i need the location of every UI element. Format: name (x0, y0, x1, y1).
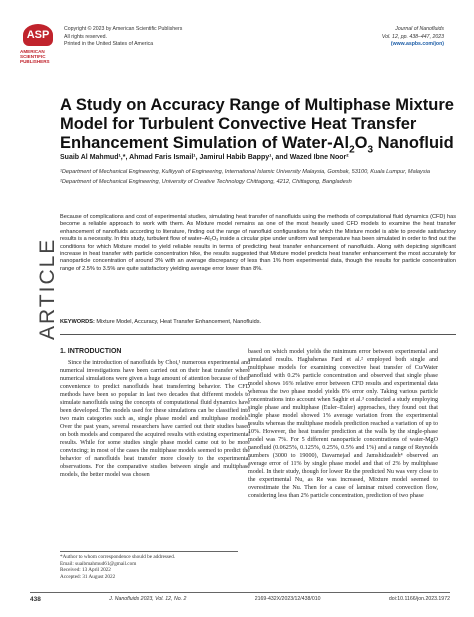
right-column (248, 348, 438, 500)
author-list: Suaib Al Mahmud¹,*, Ahmad Faris Ismail¹, Jamirul Habib Bappy¹, and Wazed Ibne Noor² (60, 154, 349, 161)
journal-citation: J. Nanofluids 2023, Vol. 12, No. 2 (109, 596, 187, 602)
asp-logo-mark: ASP (23, 24, 53, 46)
keywords-list: Mixture Model, Accuracy, Heat Transfer Enhancement, Nanofluids. (94, 319, 262, 325)
journal-website-link[interactable]: (www.aspbs.com/jon) (390, 41, 444, 48)
abstract: Because of complications and cost of experimental studies, simulating heat transfer of nanofluids using the methods of computational fluid dynamics (CFD) has become a reliable approach to work with them. As Mixture model remains as one of the most heavily used CFD models to examine the heat transfer enhancement of nanofluids according to literature, finding out the range of nanofluid configurations for which the Mixture model is able to provide satisfactory results is a necessity. In this study, turbulent flow of water–Al₂O₃ inside a circular pipe under uniform wall temperature has been simulated in order to find out the conditions for which Mixture model to yield reliable results in terms of predicting heat transfer enhancement of nanofluids. Along with depicting significant increase in heat transfer with particle concentration hike, the results suggested that Mixture model predicts heat transfer enhancement the most accurately for nanoparticle concentration of around 3% with an average discrepancy of less than 1% from experimental data, though the results for particle concentration range of 2.5% to 3.5% are quite satisfactory yielding average error lower than 8%. (60, 214, 456, 272)
journal-info: Journal of Nanofluids Vol. 12, pp. 438–447, 2023 (www.aspbs.com/jon) (381, 26, 444, 48)
left-column (60, 348, 250, 479)
affiliation-2: ²Department of Mechanical Engineering, University of Creative Technology Chittagong, 4212, Chittagong, Bangladesh (60, 179, 352, 185)
keywords (60, 319, 456, 325)
publisher-logo (20, 24, 60, 65)
section-heading: 1. INTRODUCTION (60, 348, 122, 355)
copyright-notice: Copyright © 2023 by American Scientific Publishers All rights reserved. Printed in the United States of America (64, 26, 183, 48)
keywords-label: KEYWORDS: (60, 319, 95, 325)
page-number: 438 (30, 596, 41, 603)
issn: 2169-432X/2023/12/438/010 (254, 596, 321, 602)
intro-paragraph-right: based on which model yields the minimum error between experimental and simulated results. Haghshenas Fard et al.² employed both single and multiphase models for examining convective heat transfer of Cu/Water nanofluid with 0.2% particle concentration and observed that single phase model shows 16% relative error between CFD results and experimental data whereas the two phase model yields 8% error only. Taking various particle concentrations into account when Saghir et al.³ conducted a study employing single phase and multiphase (Euler–Euler) approaches, they found out that single phase model showed 1% average variation from the experimental results whereas the multiphase models prediction reached a variation of up to 10%. However, the heat transfer prediction at the walls by the single-phase model was 7%. For 5 different nanoparticle concentrations of water-MgO nanofluid (0.0625%, 0.125%, 0.25%, 0.5% and 1%) and a range of Reynolds numbers (3000 to 19000), Davarnejad and Jamshidzadeh⁴ observed an average error of 11% by single phase model and that of 2% by multiphase model. In their study, though for lower Re the predicted Nu was very close to the experimental Nu, as Re was increased, Mixture model seemed to overestimate the Nu. Then for a case of laminar mixed convection flow, considering less than 2% particle concentration, prediction of two phase (248, 349, 438, 499)
doi[interactable]: doi:10.1166/jon.2023.1972 (388, 596, 450, 602)
page-footer (30, 592, 450, 603)
header-left (20, 24, 182, 65)
affiliation-1: ¹Department of Mechanical Engineering, Kulliyyah of Engineering, International Islamic University Malaysia, Gombak, 53100, Kuala Lumpur, Malaysia (60, 169, 430, 175)
intro-paragraph-left: Since the introduction of nanofluids by Choi,¹ numerous experimental and numerical investigations have been carried out on their heat transfer where numerical simulations were given a huge amount of attention because of their convenience to predict nanofluids heat transferring behavior. The CFD methods have been so popular in last two decades that different models to simulate nanofluids using the concepts of computational fluid dynamics have been developed. The models used for these simulations can be classified into two main categories such as, single phase model and multiphase models. Over the past years, several researchers have carried out their studies based on both models and compared the acquired results with existing experimental results. While for some studies single phase model came out to be more convincing; in most of the cases the multiphase models seemed to predict the behavior of nanofluids heat transfer more closely to the experimental observations. For the comparative studies between single and multiphase models, the better model was chosen (60, 360, 250, 478)
paper-title: A Study on Accuracy Range of Multiphase Mixture Model for Turbulent Convective Heat Transfer Enhancement Simulation of Water-$Al_2O_3$ Nanofluid (60, 96, 454, 156)
footnote: *Author to whom correspondence should be addressed. Email: suaibmahmud61@gmail.com Received: 13 April 2022 Accepted: 31 August 2022 (60, 551, 238, 580)
publisher-name: AMERICAN SCIENTIFIC PUBLISHERS (20, 49, 50, 65)
affiliations (60, 168, 460, 188)
divider (60, 334, 456, 335)
